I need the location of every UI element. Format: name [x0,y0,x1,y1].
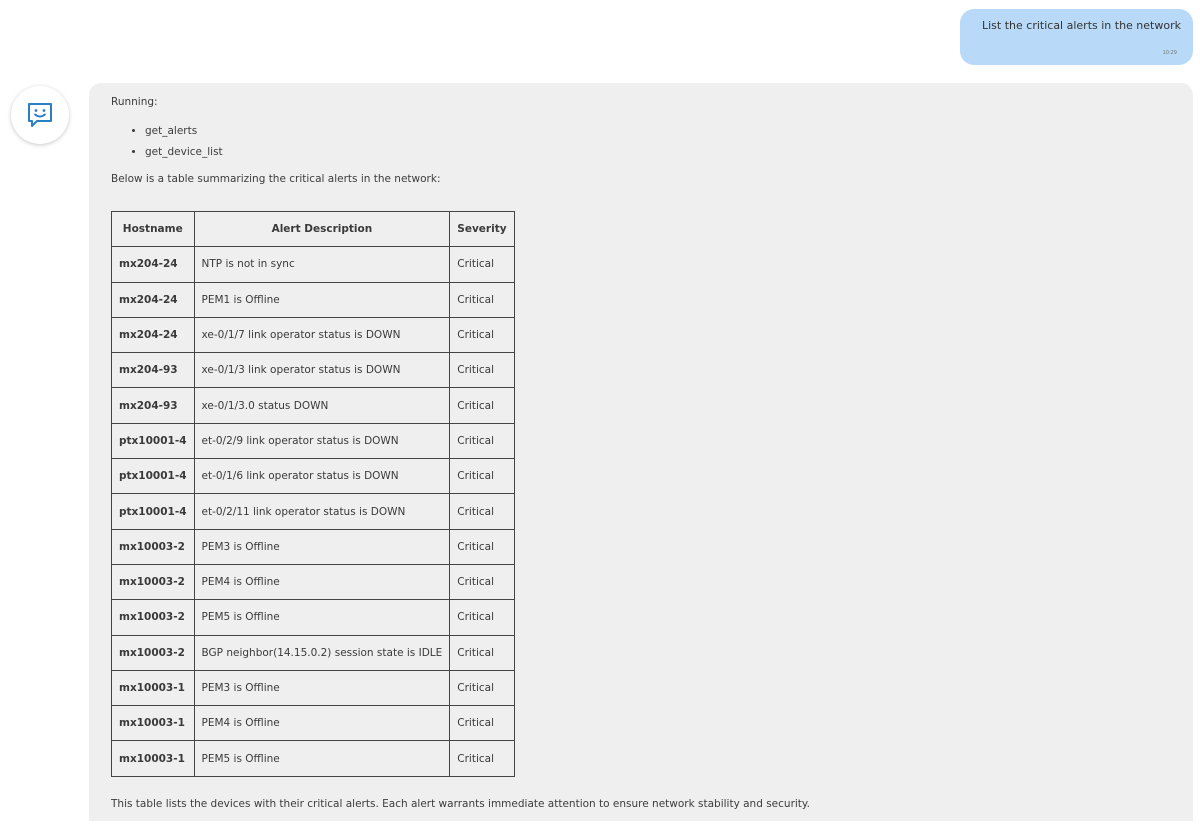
tool-item: • get_device_list [145,142,1193,163]
hostname-cell: mx10003-1 [112,706,195,741]
table-row [112,494,515,529]
alert-description-cell: PEM4 is Offline [194,706,450,741]
severity-cell: Critical [450,670,514,705]
alert-description-cell: PEM3 is Offline [194,670,450,705]
chat-smiley-icon [25,100,55,130]
hostname-cell: mx10003-2 [112,529,195,564]
alert-description-cell: PEM5 is Offline [194,600,450,635]
user-message-text: List the critical alerts in the network [982,19,1181,32]
assistant-message-bubble [89,83,1193,821]
table-row [112,388,515,423]
tool-list [111,121,1193,163]
table-row [112,600,515,635]
alert-description-cell: xe-0/1/3.0 status DOWN [194,388,450,423]
alert-description-cell: BGP neighbor(14.15.0.2) session state is IDLE [194,635,450,670]
hostname-cell: mx204-24 [112,317,195,352]
severity-cell: Critical [450,529,514,564]
table-row [112,741,515,776]
alert-description-cell: et-0/1/6 link operator status is DOWN [194,459,450,494]
header-hostname: Hostname [112,212,195,247]
severity-cell: Critical [450,494,514,529]
critical-alerts-table [111,211,515,777]
severity-cell: Critical [450,388,514,423]
table-row [112,706,515,741]
assistant-avatar [11,86,69,144]
hostname-cell: mx204-93 [112,388,195,423]
table-row [112,282,515,317]
table-row [112,670,515,705]
hostname-cell: ptx10001-4 [112,423,195,458]
table-header-row [112,212,515,247]
severity-cell: Critical [450,459,514,494]
hostname-cell: mx204-93 [112,353,195,388]
alert-description-cell: xe-0/1/3 link operator status is DOWN [194,353,450,388]
alert-description-cell: et-0/2/9 link operator status is DOWN [194,423,450,458]
hostname-cell: ptx10001-4 [112,459,195,494]
alert-description-cell: PEM5 is Offline [194,741,450,776]
hostname-cell: mx204-24 [112,282,195,317]
table-row [112,317,515,352]
table-row [112,635,515,670]
hostname-cell: mx10003-1 [112,741,195,776]
table-row [112,459,515,494]
severity-cell: Critical [450,423,514,458]
hostname-cell: mx10003-2 [112,564,195,599]
table-row [112,423,515,458]
hostname-cell: ptx10001-4 [112,494,195,529]
table-row [112,247,515,282]
hostname-cell: mx10003-1 [112,670,195,705]
user-message-bubble [960,9,1193,65]
severity-cell: Critical [450,635,514,670]
running-label: Running: [111,96,158,108]
table-row [112,529,515,564]
header-alert-description: Alert Description [194,212,450,247]
table-row [112,564,515,599]
table-body [112,247,515,776]
severity-cell: Critical [450,564,514,599]
hostname-cell: mx10003-2 [112,635,195,670]
intro-text: Below is a table summarizing the critical alerts in the network: [111,173,441,185]
header-severity: Severity [450,212,514,247]
alert-description-cell: PEM4 is Offline [194,564,450,599]
severity-cell: Critical [450,741,514,776]
user-message-time: 10:29 [1162,50,1177,56]
severity-cell: Critical [450,706,514,741]
severity-cell: Critical [450,353,514,388]
severity-cell: Critical [450,247,514,282]
alert-description-cell: et-0/2/11 link operator status is DOWN [194,494,450,529]
severity-cell: Critical [450,317,514,352]
severity-cell: Critical [450,600,514,635]
summary-text: This table lists the devices with their critical alerts. Each alert warrants immediate attention to ensure network stability and security. [111,798,810,810]
alert-description-cell: xe-0/1/7 link operator status is DOWN [194,317,450,352]
alert-description-cell: NTP is not in sync [194,247,450,282]
hostname-cell: mx204-24 [112,247,195,282]
severity-cell: Critical [450,282,514,317]
hostname-cell: mx10003-2 [112,600,195,635]
tool-item: • get_alerts [145,121,1193,142]
alert-description-cell: PEM1 is Offline [194,282,450,317]
alert-description-cell: PEM3 is Offline [194,529,450,564]
table-row [112,353,515,388]
